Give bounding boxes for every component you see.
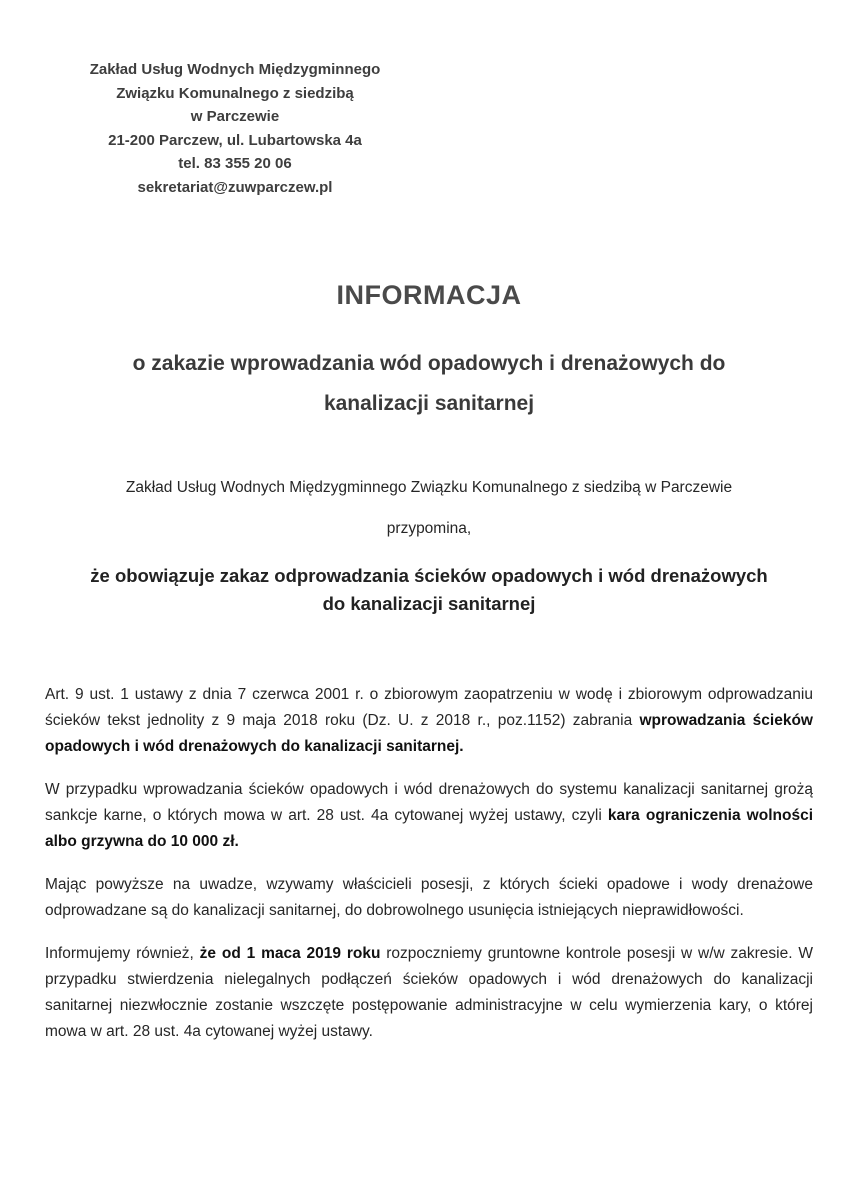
letterhead-email: sekretariat@zuwparczew.pl	[137, 178, 333, 196]
paragraph-call-to-action: Mając powyższe na uwadze, wzywamy właścicieli posesji, z których ścieki opadowe i wody drenażowe odprowadzane są do kanalizacji sanitarnej, do dobrowolnego usunięcia istniejących nieprawidłowości.	[45, 876, 813, 919]
letterhead-line: w Parczewie	[190, 108, 280, 125]
reminds-text: przypomina,	[386, 520, 472, 537]
prohibition-statement	[20, 562, 838, 618]
paragraph-emphasis: że od 1 maca 2019 roku	[199, 945, 381, 962]
paragraph-emphasis: kara ograniczenia wolności albo grzywna do 10 000 zł.	[45, 807, 813, 850]
subtitle-line: o zakazie wprowadzania wód opadowych i drenażowych do	[132, 352, 726, 375]
paragraph-text: Art. 9 ust. 1 ustawy z dnia 7 czerwca 2001 r. o zbiorowym zaopatrzeniu w wodę i zbiorowym odprowadzaniu ścieków tekst jednolity z 9 maja 2018 roku (Dz. U. z 2018 r., poz.1152) zabrania	[45, 686, 813, 729]
paragraph-legal-basis	[45, 682, 813, 760]
letterhead-phone: tel. 83 355 20 06	[178, 155, 292, 172]
letterhead-address: 21-200 Parczew, ul. Lubartowska 4a	[108, 131, 362, 149]
letterhead	[50, 58, 420, 199]
organization-name: Zakład Usług Wodnych Międzygminnego Związku Komunalnego z siedzibą w Parczewie	[125, 479, 733, 496]
paragraph-emphasis: wprowadzania ścieków opadowych i wód drenażowych do kanalizacji sanitarnej.	[45, 712, 813, 755]
paragraph-penalty	[45, 777, 813, 855]
paragraph-text: Informujemy również,	[45, 945, 200, 962]
prohibition-line: do kanalizacji sanitarnej	[322, 593, 536, 614]
paragraph-text: rozpoczniemy gruntowne kontrole posesji w w/w zakresie. W przypadku stwierdzenia nielegalnych podłączeń ścieków opadowych i wód drenażowych do kanalizacji sanitarnej niezwłocznie zostanie wszczęte postępowanie administracyjne w celu wymierzenia kary, o której mowa w art. 28 ust. 4a cytowanej wyżej ustawy.	[45, 945, 813, 1040]
document-subtitle	[40, 344, 818, 424]
paragraph-text: W przypadku wprowadzania ścieków opadowych i wód drenażowych do systemu kanalizacji sanitarnej grożą sankcje karne, o których mowa w art. 28 ust. 4a cytowanej wyżej ustawy, czyli	[45, 781, 813, 824]
letterhead-line: Zakład Usług Wodnych Międzygminnego	[89, 61, 381, 78]
subtitle-line: kanalizacji sanitarnej	[323, 392, 535, 415]
document-body	[45, 682, 813, 1062]
document-title: INFORMACJA	[336, 280, 522, 310]
paragraph-inspections	[45, 941, 813, 1045]
letterhead-line: Związku Komunalnego z siedzibą	[116, 84, 354, 102]
prohibition-line: że obowiązuje zakaz odprowadzania ścieków opadowych i wód drenażowych	[90, 565, 768, 586]
